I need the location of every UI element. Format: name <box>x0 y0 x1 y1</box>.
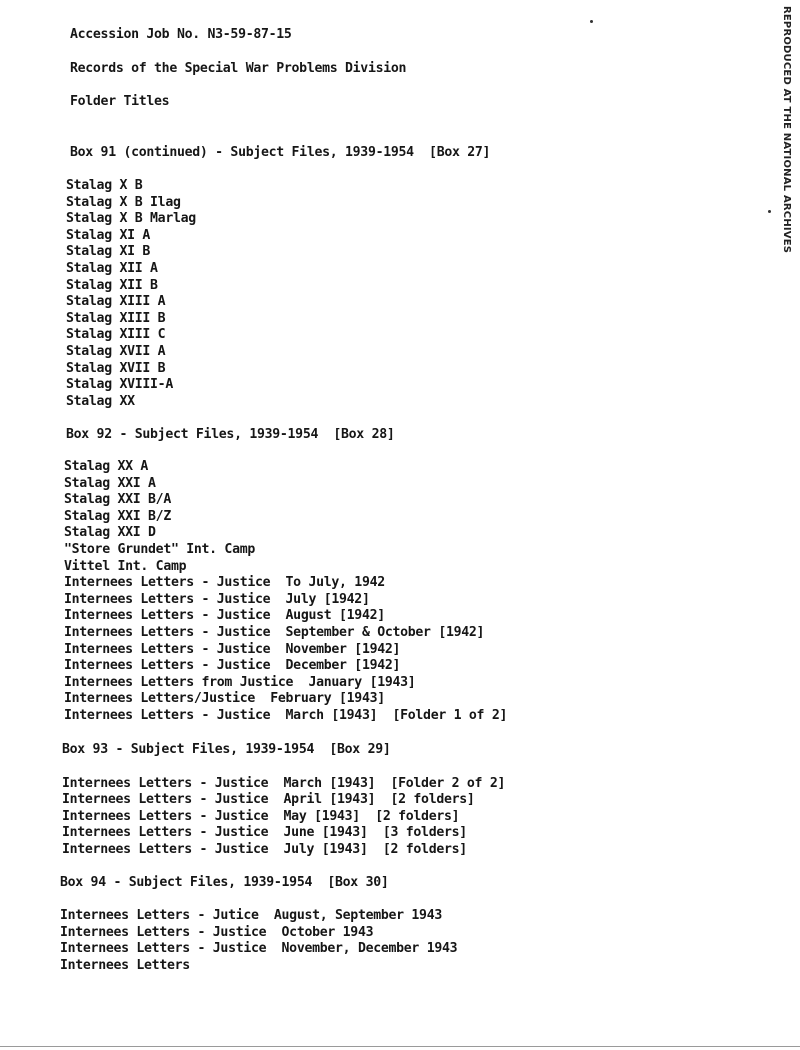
folder-title-item: Internees Letters - Justice April [1943] [2 folders] <box>62 792 475 808</box>
folder-title-item: Internees Letters - Justice October 1943 <box>60 924 374 940</box>
folder-title-item: Internees Letters - Justice March [1943] [Folder 2 of 2] <box>62 776 506 791</box>
folder-title-item: Internees Letters - Justice July [1942] <box>64 591 370 607</box>
folder-title-item: Internees Letters <box>60 957 190 973</box>
folder-title-item: Stalag XXI B/A <box>64 492 171 508</box>
folder-title-item: Internees Letters - Justice July [1943] [2 folders] <box>62 841 467 857</box>
folder-title-item: Internees Letters - Justice June [1943] [3 folders] <box>62 825 467 841</box>
box-heading: Box 94 - Subject Files, 1939-1954 [Box 30] <box>60 875 389 890</box>
folder-title-item: Internees Letters - Justice May [1943] [2 folders] <box>62 808 460 824</box>
folder-title-item: Internees Letters - Justice December [1942] <box>64 658 401 674</box>
folder-title-item: Internees Letters - Justice September & October [1942] <box>64 625 485 640</box>
folder-title-item: Stalag XVII A <box>66 344 166 359</box>
folder-title-item: Internees Letters - Justice March [1943] [Folder 1 of 2] <box>64 708 508 723</box>
folder-title-item: Stalag XXI D <box>64 525 156 541</box>
folder-title-item: Internees Letters - Justice November [1942] <box>64 641 401 657</box>
folder-title-item: Stalag XXI A <box>64 475 156 491</box>
folder-titles-label: Folder Titles <box>70 94 170 109</box>
page-edge-line <box>0 1046 800 1047</box>
folder-title-item: Stalag XVIII-A <box>66 377 173 393</box>
scan-speck <box>590 20 593 23</box>
folder-title-item: Stalag XVII B <box>66 360 166 376</box>
folder-title-item: Stalag XI B <box>66 244 151 260</box>
archives-stamp: REPRODUCED AT THE NATIONAL ARCHIVES <box>781 6 792 254</box>
folder-title-item: Internees Letters - Justice November, December 1943 <box>60 941 458 957</box>
folder-title-item: Stalag XIII A <box>66 294 166 310</box>
folder-title-item: Stalag XX <box>66 393 135 409</box>
scan-speck <box>768 210 771 213</box>
box-heading: Box 91 (continued) - Subject Files, 1939-1954 [Box 27] <box>70 145 491 160</box>
folder-title-item: Stalag XIII B <box>66 310 166 326</box>
folder-title-item: Internees Letters - Jutice August, September 1943 <box>60 908 442 923</box>
folder-title-item: Stalag XII A <box>66 261 158 276</box>
folder-title-item: "Store Grundet" Int. Camp <box>64 542 255 557</box>
folder-title-item: Stalag X B Marlag <box>66 211 196 227</box>
folder-title-item: Stalag XIII C <box>66 327 166 343</box>
folder-title-item: Stalag XII B <box>66 277 158 293</box>
accession-number: Accession Job No. N3-59-87-15 <box>70 27 292 42</box>
folder-title-item: Internees Letters/Justice February [1943] <box>64 691 385 707</box>
box-heading: Box 92 - Subject Files, 1939-1954 [Box 28] <box>66 427 395 442</box>
folder-title-item: Internees Letters - Justice August [1942] <box>64 608 385 624</box>
folder-title-item: Stalag XI A <box>66 227 151 243</box>
folder-title-item: Stalag XXI B/Z <box>64 508 171 524</box>
folder-title-item: Vittel Int. Camp <box>64 558 187 574</box>
box-heading: Box 93 - Subject Files, 1939-1954 [Box 29] <box>62 742 391 757</box>
folder-title-item: Internees Letters - Justice To July, 1942 <box>64 575 385 591</box>
folder-title-item: Stalag X B <box>66 178 143 193</box>
folder-title-item: Stalag XX A <box>64 459 149 474</box>
records-title: Records of the Special War Problems Division <box>70 61 407 76</box>
folder-title-item: Internees Letters from Justice January [1943] <box>64 674 416 690</box>
folder-title-item: Stalag X B Ilag <box>66 194 181 210</box>
